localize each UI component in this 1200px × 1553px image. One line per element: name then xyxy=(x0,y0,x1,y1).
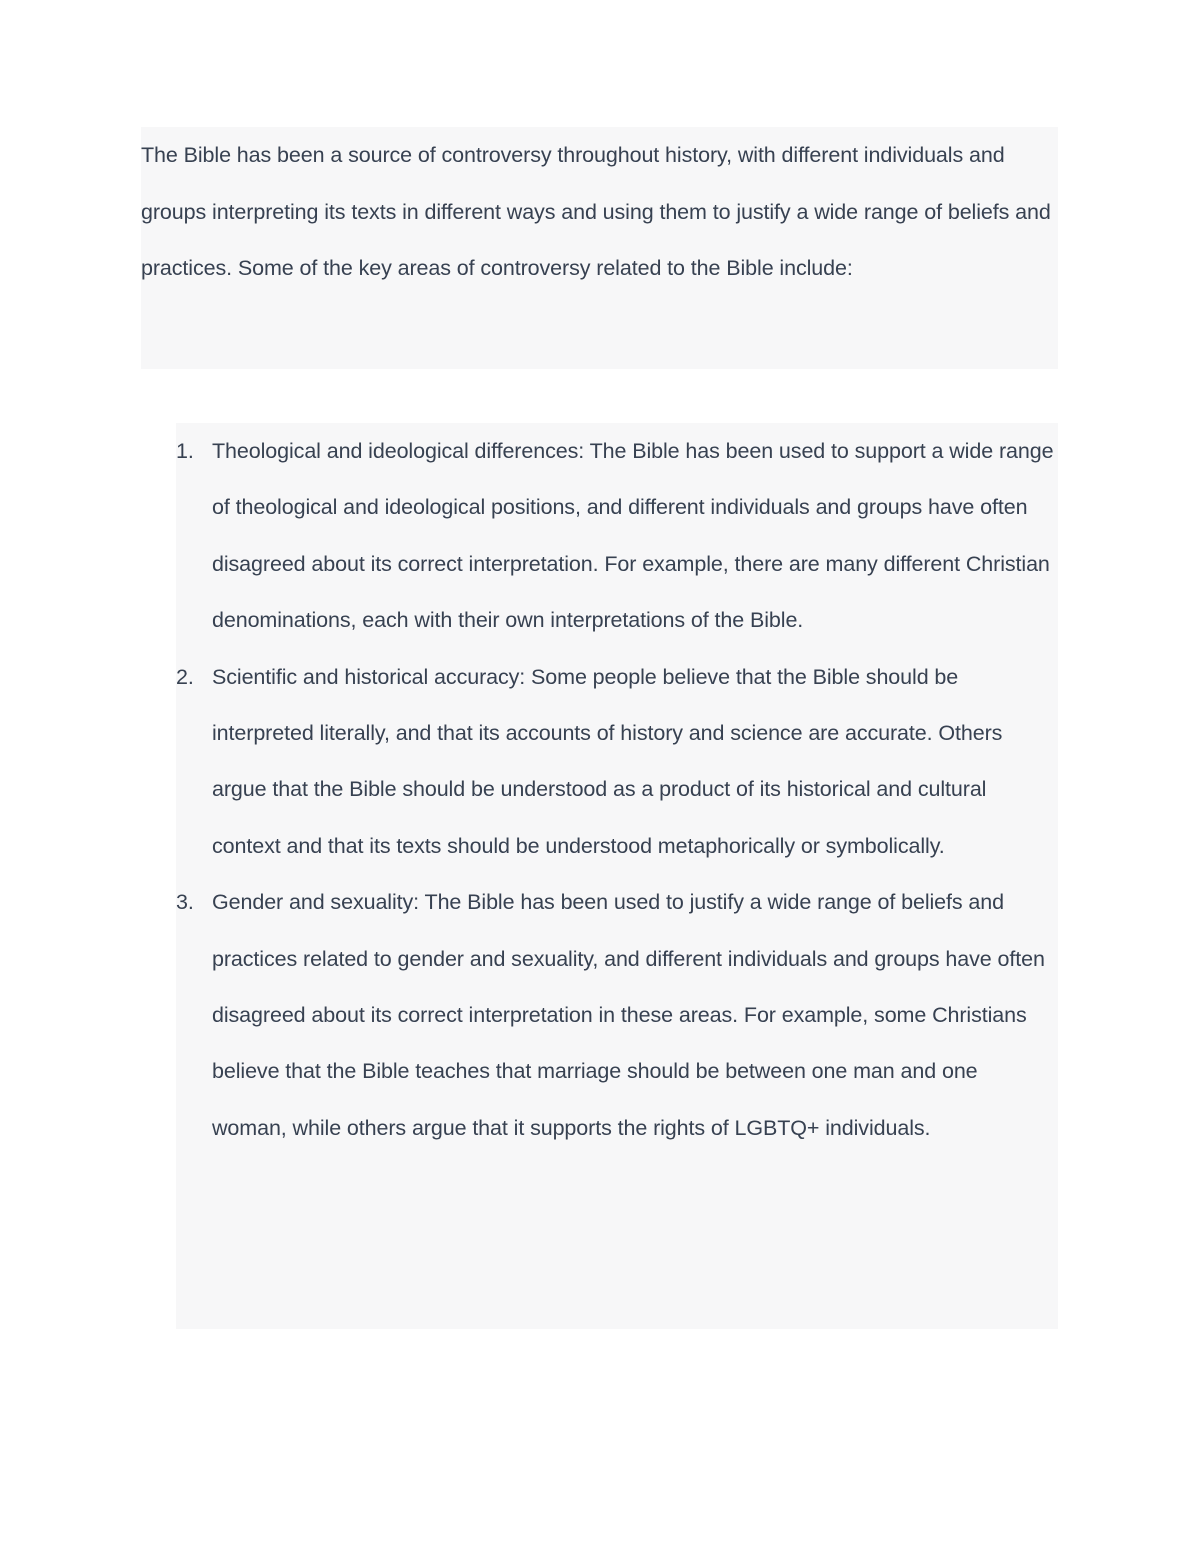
intro-block xyxy=(141,127,1058,369)
list-item-text: Theological and ideological differences: The Bible has been used to support a wide range of theological and ideological positions, and different individuals and groups have often disagreed about its correct interpretation. For example, there are many different Christian denominations, each with their own interpretations of the Bible. xyxy=(212,439,1054,633)
intro-paragraph: The Bible has been a source of controversy throughout history, with different individuals and groups interpreting its texts in different ways and using them to justify a wide range of beliefs and practices. Some of the key areas of controversy related to the Bible include: xyxy=(141,143,1051,280)
list-item xyxy=(176,423,1058,649)
list-item-number: 1. xyxy=(176,439,194,463)
controversy-list-block xyxy=(176,423,1058,1329)
list-item xyxy=(176,649,1058,875)
list-item-text: Scientific and historical accuracy: Some people believe that the Bible should be interpreted literally, and that its accounts of history and science are accurate. Others argue that the Bible should be understood as a product of its historical and cultural context and that its texts should be understood metaphorically or symbolically. xyxy=(212,664,1003,858)
list-item xyxy=(176,874,1058,1156)
list-item-number: 2. xyxy=(176,664,194,689)
list-item-number: 3. xyxy=(176,890,194,915)
list-item-text: Gender and sexuality: The Bible has been used to justify a wide range of beliefs and practices related to gender and sexuality, and different individuals and groups have often disagreed about its correct interpretation in these areas. For example, some Christians believe that the Bible teaches that marriage should be between one man and one woman, while others argue that it supports the rights of LGBTQ+ individuals. xyxy=(212,890,1045,1140)
controversy-list xyxy=(176,423,1058,1156)
